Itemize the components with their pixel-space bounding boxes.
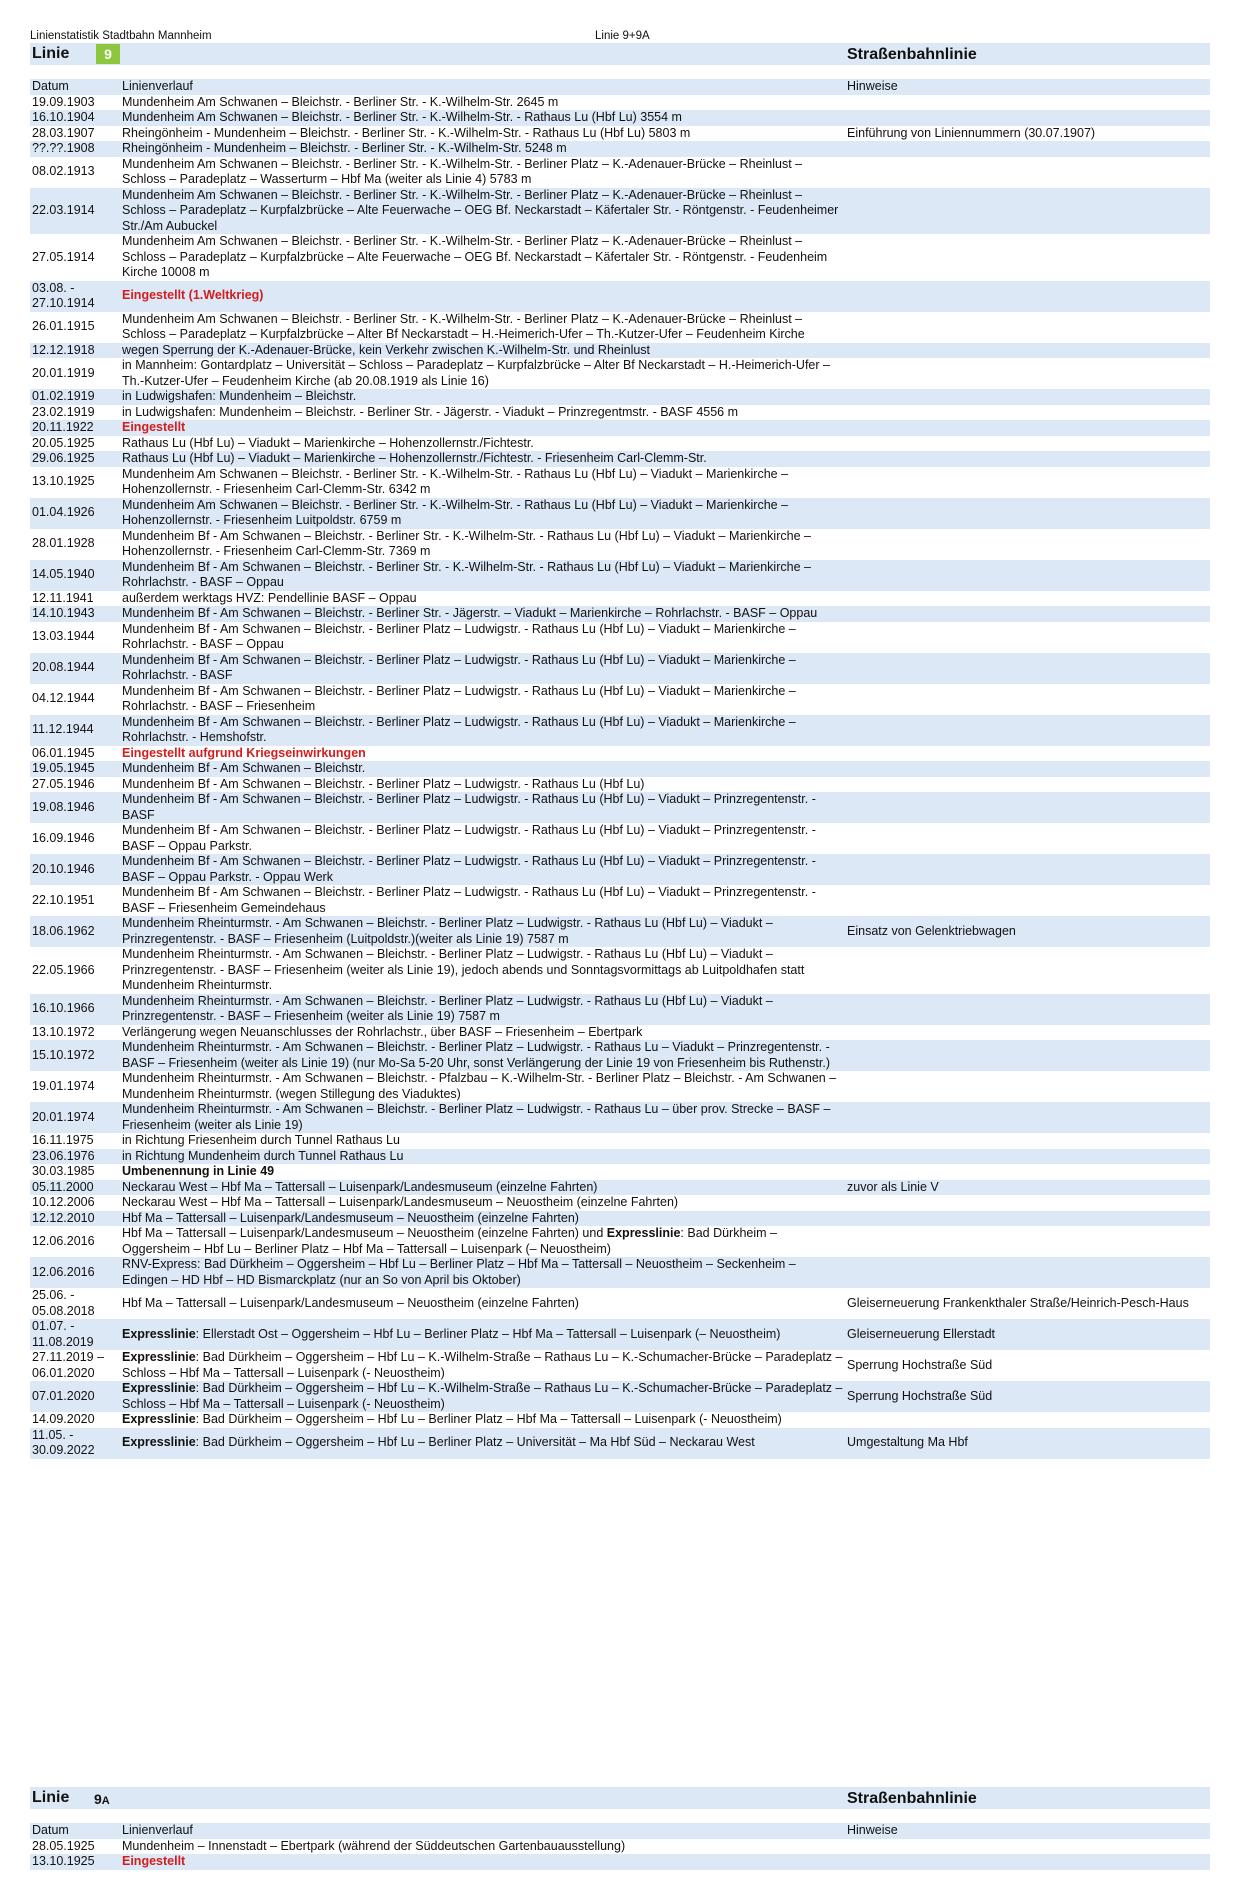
column-header-row <box>30 1823 1210 1839</box>
row-route <box>122 1040 847 1071</box>
table-row <box>30 606 1210 622</box>
row-route <box>122 1257 847 1288</box>
route-text: in Richtung Friesenheim durch Tunnel Rathaus Lu <box>122 1133 400 1147</box>
row-route <box>122 715 847 746</box>
table-row <box>30 761 1210 777</box>
row-date: 27.05.1946 <box>32 776 95 791</box>
line-label: Linie <box>32 1789 70 1806</box>
line-label: Linie <box>32 45 70 62</box>
row-date: ??.??.1908 <box>32 141 95 155</box>
row-route <box>122 1327 847 1343</box>
table-row <box>30 1428 1210 1459</box>
table-row <box>30 126 1210 142</box>
row-date: 12.12.2010 <box>32 1210 95 1225</box>
table-row <box>30 1257 1210 1288</box>
row-date: 13.10.1925 <box>32 1854 95 1868</box>
row-date: 20.01.1974 <box>32 1109 95 1124</box>
row-date: 15.10.1972 <box>32 1047 95 1062</box>
table-row <box>30 1319 1210 1350</box>
table-row <box>30 389 1210 405</box>
table-row <box>30 405 1210 421</box>
row-date: 29.06.1925 <box>32 451 95 465</box>
route-text: : Bad Dürkheim – Oggersheim – Hbf Lu – Berliner Platz – Universität – Ma Hbf Süd – Neckarau West <box>195 1435 755 1450</box>
row-route <box>122 560 847 591</box>
table-row <box>30 591 1210 607</box>
row-date: 19.08.1946 <box>32 799 95 814</box>
row-date: 30.03.1985 <box>32 1164 95 1178</box>
route-text: Mundenheim Am Schwanen – Bleichstr. - Berliner Str. - K.-Wilhelm-Str. - Rathaus Lu (Hbf Lu) – Viadukt – Marienkirche – Hohenzollernstr. - Friesenheim Carl-Clemm-Str. 6342 m <box>122 466 789 496</box>
row-date: 05.11.2000 <box>32 1179 94 1194</box>
row-date: 27.11.2019 – 06.01.2020 <box>32 1350 105 1380</box>
row-route <box>122 436 847 452</box>
route-text: Mundenheim Rheinturmstr. - Am Schwanen – Bleichstr. - Berliner Platz – Ludwigstr. - Rathaus Lu (Hbf Lu) – Viadukt – Prinzregentenstr. - BASF – Friesenheim (weiter als Linie 19), jedoch abends und Sonntagsvormittags ab Luitpoldhafen statt Mundenheim Rheinturmstr. <box>122 947 805 992</box>
row-route <box>122 1102 847 1133</box>
row-note: Gleiserneuerung Frankenkthaler Straße/Heinrich-Pesch-Haus <box>847 1295 1189 1310</box>
table-row <box>30 560 1210 591</box>
column-header-row <box>30 79 1210 95</box>
route-text: Mundenheim Bf - Am Schwanen – Bleichstr. - Berliner Platz – Ludwigstr. - Rathaus Lu (Hbf Lu) – Viadukt – Prinzregentenstr. - BASF – Oppau Parkstr. - Oppau Werk <box>122 854 816 884</box>
table-row <box>30 1040 1210 1071</box>
route-text: Mundenheim – Innenstadt – Ebertpark (während der Süddeutschen Gartenbauausstellung) <box>122 1838 626 1853</box>
row-route <box>122 653 847 684</box>
row-note: Sperrung Hochstraße Süd <box>847 1388 993 1403</box>
route-text: Hbf Ma – Tattersall – Luisenpark/Landesmuseum – Neuostheim (einzelne Fahrten) <box>122 1295 579 1310</box>
row-date: 16.10.1966 <box>32 1001 95 1016</box>
row-date: 08.02.1913 <box>32 164 95 179</box>
table-row <box>30 916 1210 947</box>
row-route <box>122 1211 847 1227</box>
route-text: Hbf Ma – Tattersall – Luisenpark/Landesmuseum – Neuostheim (einzelne Fahrten) <box>122 1210 579 1225</box>
row-route <box>122 1412 847 1428</box>
row-route <box>122 994 847 1025</box>
table-row <box>30 312 1210 343</box>
row-date: 03.08. - 27.10.1914 <box>32 280 95 310</box>
row-date: 28.01.1928 <box>32 536 95 551</box>
express-label: Expresslinie <box>122 1435 196 1450</box>
table-row <box>30 95 1210 111</box>
table-row <box>30 281 1210 312</box>
route-text: Rathaus Lu (Hbf Lu) – Viadukt – Marienkirche – Hohenzollernstr./Fichtestr. - Friesenheim Carl-Clemm-Str. <box>122 451 707 465</box>
table-row <box>30 141 1210 157</box>
table-row <box>30 1071 1210 1102</box>
line-type: Straßenbahnlinie <box>847 1790 977 1807</box>
express-label: Expresslinie <box>122 1350 196 1364</box>
row-note: Gleiserneuerung Ellerstadt <box>847 1326 995 1341</box>
table-row <box>30 1025 1210 1041</box>
route-text: Mundenheim Bf - Am Schwanen – Bleichstr. - Berliner Platz – Ludwigstr. - Rathaus Lu (Hbf Lu) – Viadukt – Prinzregentenstr. - BASF <box>122 792 816 822</box>
row-date: 12.11.1941 <box>32 590 94 605</box>
row-date: 19.09.1903 <box>32 94 95 109</box>
row-route <box>122 312 847 343</box>
route-text: Rathaus Lu (Hbf Lu) – Viadukt – Marienkirche – Hohenzollernstr./Fichtestr. <box>122 435 534 450</box>
row-route <box>122 1435 847 1451</box>
row-date: 23.06.1976 <box>32 1148 95 1163</box>
table-row <box>30 1211 1210 1227</box>
table-row <box>30 1412 1210 1428</box>
row-date: 14.10.1943 <box>32 606 95 620</box>
row-date: 13.10.1925 <box>32 474 95 489</box>
row-route <box>122 498 847 529</box>
row-date: 01.04.1926 <box>32 505 95 520</box>
row-route <box>122 761 847 777</box>
table-row <box>30 436 1210 452</box>
table-row <box>30 498 1210 529</box>
express-label: Expresslinie <box>122 1381 196 1395</box>
row-route <box>122 405 847 421</box>
row-route <box>122 1350 847 1381</box>
page-line-label: Linie 9+9A <box>595 30 650 42</box>
table-row <box>30 994 1210 1025</box>
row-route <box>122 854 847 885</box>
route-text: : Bad Dürkheim – Oggersheim – Hbf Lu – Berliner Platz – Hbf Ma – Tattersall – Luisenpark (- Neuostheim) <box>195 1412 782 1426</box>
table-row <box>30 715 1210 746</box>
table-row <box>30 358 1210 389</box>
row-route <box>122 1226 847 1257</box>
row-date: 13.10.1972 <box>32 1024 95 1039</box>
table-row <box>30 1226 1210 1257</box>
col-header-note: Hinweise <box>847 79 898 93</box>
row-note: Umgestaltung Ma Hbf <box>847 1435 968 1450</box>
row-date: 22.05.1966 <box>32 962 95 977</box>
row-route <box>122 188 847 235</box>
row-route <box>122 1839 847 1855</box>
table-row <box>30 1381 1210 1412</box>
table-row <box>30 188 1210 235</box>
table-row <box>30 1164 1210 1180</box>
row-route <box>122 358 847 389</box>
row-date: 13.03.1944 <box>32 629 95 644</box>
row-route <box>122 1025 847 1041</box>
route-text: Mundenheim Am Schwanen – Bleichstr. - Berliner Str. - K.-Wilhelm-Str. 2645 m <box>122 94 559 109</box>
row-route <box>122 1195 847 1211</box>
row-date: 10.12.2006 <box>32 1195 95 1209</box>
line-title-bar <box>30 1787 1210 1809</box>
row-route <box>122 916 847 947</box>
express-label: Expresslinie <box>122 1326 196 1341</box>
row-route <box>122 288 847 304</box>
table-row <box>30 467 1210 498</box>
row-date: 27.05.1914 <box>32 249 95 264</box>
table-row <box>30 529 1210 560</box>
table-row <box>30 885 1210 916</box>
express-label: Expresslinie <box>122 1412 196 1426</box>
row-route <box>122 684 847 715</box>
route-text: Mundenheim Bf - Am Schwanen – Bleichstr. - Berliner Platz – Ludwigstr. - Rathaus Lu (Hbf Lu) – Viadukt – Prinzregentenstr. - BASF – Oppau Parkstr. <box>122 823 816 853</box>
col-header-date: Datum <box>32 79 69 93</box>
route-text: Mundenheim Am Schwanen – Bleichstr. - Berliner Str. - K.-Wilhelm-Str. - Rathaus Lu (Hbf Lu) – Viadukt – Marienkirche – Hohenzollernstr. - Friesenheim Luitpoldstr. 6759 m <box>122 497 789 527</box>
row-route <box>122 777 847 793</box>
line-number: 9A <box>94 1791 110 1807</box>
route-text: Mundenheim Bf - Am Schwanen – Bleichstr. - Berliner Platz – Ludwigstr. - Rathaus Lu (Hbf Lu) – Viadukt – Marienkirche – Rohrlachstr. - Hemshofstr. <box>122 714 796 744</box>
route-prefix: Hbf Ma – Tattersall – Luisenpark/Landesmuseum – Neuostheim (einzelne Fahrten) und <box>122 1226 607 1240</box>
route-text: : Bad Dürkheim – Oggersheim – Hbf Lu – K.-Wilhelm-Straße – Rathaus Lu – K.-Schumacher-Brücke – Paradeplatz – Schloss – Hbf Ma – Tattersall – Luisenpark (- Neuostheim) <box>122 1350 843 1380</box>
row-route <box>122 606 847 622</box>
row-date: 20.01.1919 <box>32 365 95 380</box>
history-table <box>30 79 1210 1459</box>
row-date: 28.05.1925 <box>32 1838 95 1853</box>
row-route <box>122 389 847 405</box>
route-text: Mundenheim Bf - Am Schwanen – Bleichstr. - Berliner Str. - K.-Wilhelm-Str. - Rathaus Lu (Hbf Lu) – Viadukt – Marienkirche – Hohenzollernstr. - Friesenheim Carl-Clemm-Str. 7369 m <box>122 528 811 558</box>
route-text: außerdem werktags HVZ: Pendellinie BASF – Oppau <box>122 590 417 605</box>
row-route <box>122 467 847 498</box>
route-text: : Ellerstadt Ost – Oggersheim – Hbf Lu – Berliner Platz – Hbf Ma – Tattersall – Luisenpark (– Neuostheim) <box>195 1326 781 1341</box>
row-route <box>122 95 847 111</box>
row-date: 18.06.1962 <box>32 923 95 938</box>
row-note: Einsatz von Gelenktriebwagen <box>847 923 1016 938</box>
row-route <box>122 420 847 436</box>
row-route <box>122 1071 847 1102</box>
row-date: 22.10.1951 <box>32 892 95 907</box>
row-route <box>122 451 847 467</box>
row-route <box>122 591 847 607</box>
row-route <box>122 529 847 560</box>
line-number-badge: 9 <box>96 44 120 64</box>
row-date: 12.12.1918 <box>32 342 95 357</box>
route-text: Mundenheim Rheinturmstr. - Am Schwanen – Bleichstr. - Berliner Platz – Ludwigstr. - Rathaus Lu – über prov. Strecke – BASF – Friesenheim (weiter als Linie 19) <box>122 1102 831 1132</box>
row-date: 07.01.2020 <box>32 1388 95 1403</box>
table-row <box>30 1102 1210 1133</box>
table-row <box>30 157 1210 188</box>
table-row <box>30 1180 1210 1196</box>
row-route <box>122 1381 847 1412</box>
row-route <box>122 141 847 157</box>
table-row <box>30 684 1210 715</box>
route-text: Eingestellt aufgrund Kriegseinwirkungen <box>122 745 366 760</box>
row-route <box>122 746 847 762</box>
route-text: : Bad Dürkheim – Oggersheim – Hbf Lu – Berliner Platz – Hbf Ma – Tattersall – Luisenpark (– Neuostheim) <box>122 1226 777 1256</box>
route-text: in Ludwigshafen: Mundenheim – Bleichstr. <box>122 389 357 403</box>
history-table <box>30 1823 1210 1870</box>
route-text: Eingestellt (1.Weltkrieg) <box>122 288 264 303</box>
row-date: 16.11.1975 <box>32 1133 94 1147</box>
route-text: Rheingönheim - Mundenheim – Bleichstr. - Berliner Str. - K.-Wilhelm-Str. 5248 m <box>122 141 567 155</box>
route-text: Mundenheim Bf - Am Schwanen – Bleichstr. - Berliner Platz – Ludwigstr. - Rathaus Lu (Hbf Lu) – Viadukt – Prinzregentenstr. - BASF – Friesenheim Gemeindehaus <box>122 885 816 915</box>
row-route <box>122 1133 847 1149</box>
route-text: Mundenheim Bf - Am Schwanen – Bleichstr. - Berliner Str. - K.-Wilhelm-Str. - Rathaus Lu (Hbf Lu) – Viadukt – Marienkirche – Rohrlachstr. - BASF – Oppau <box>122 559 811 589</box>
route-text: Mundenheim Rheinturmstr. - Am Schwanen – Bleichstr. - Berliner Platz – Ludwigstr. - Rathaus Lu – Viadukt – Prinzregentenstr. - BASF – Friesenheim (weiter als Linie 19) (nur Mo-Sa 5-20 Uhr, sonst Verlängerung der Linie 19 von Friesenheim bis Ruthenstr.) <box>122 1040 830 1070</box>
route-text: Mundenheim Rheinturmstr. - Am Schwanen – Bleichstr. - Pfalzbau – K.-Wilhelm-Str. - Berliner Platz – Bleichstr. - Am Schwanen – Mundenheim Rheinturmstr. (wegen Stillegung des Viaduktes) <box>122 1071 837 1101</box>
row-route <box>122 110 847 126</box>
table-row <box>30 1839 1210 1855</box>
table-row <box>30 1350 1210 1381</box>
table-row <box>30 947 1210 994</box>
table-row <box>30 343 1210 359</box>
route-text: Neckarau West – Hbf Ma – Tattersall – Luisenpark/Landesmuseum (einzelne Fahrten) <box>122 1179 598 1194</box>
row-route <box>122 1164 847 1180</box>
route-text: Mundenheim Rheinturmstr. - Am Schwanen – Bleichstr. - Berliner Platz – Ludwigstr. - Rathaus Lu (Hbf Lu) – Viadukt – Prinzregentenstr. - BASF – Friesenheim (Luitpoldstr.)(weiter als Linie 19) 7587 m <box>122 916 773 946</box>
route-text: Rheingönheim - Mundenheim – Bleichstr. - Berliner Str. - K.-Wilhelm-Str. - Rathaus Lu (Hbf Lu) 5803 m <box>122 125 691 140</box>
route-text: RNV-Express: Bad Dürkheim – Oggersheim – Hbf Lu – Berliner Platz – Hbf Ma – Tattersall – Neuostheim – Seckenheim – Edingen – HD Hbf – HD Bismarckplatz (nur an So von April bis Oktober) <box>122 1257 796 1287</box>
table-row <box>30 1149 1210 1165</box>
table-row <box>30 451 1210 467</box>
row-date: 22.03.1914 <box>32 203 95 217</box>
row-date: 23.02.1919 <box>32 404 95 419</box>
col-header-route: Linienverlauf <box>122 1823 193 1837</box>
route-text: : Bad Dürkheim – Oggersheim – Hbf Lu – K.-Wilhelm-Straße – Rathaus Lu – K.-Schumacher-Brücke – Paradeplatz – Schloss – Hbf Ma – Tattersall – Luisenpark (- Neuostheim) <box>122 1381 843 1411</box>
row-date: 16.09.1946 <box>32 830 95 845</box>
row-date: 04.12.1944 <box>32 691 95 706</box>
row-route <box>122 947 847 994</box>
route-text: Umbenennung in Linie 49 <box>122 1164 275 1178</box>
table-row <box>30 1854 1210 1870</box>
line-type: Straßenbahnlinie <box>847 46 977 63</box>
row-date: 01.07. - 11.08.2019 <box>32 1319 94 1349</box>
route-text: Mundenheim Am Schwanen – Bleichstr. - Berliner Str. - K.-Wilhelm-Str. - Berliner Platz – K.-Adenauer-Brücke – Rheinlust – Schloss – Paradeplatz – Kurpfalzbrücke – Alte Feuerwache – OEG Bf. Neckarstadt – Käfertaler Str. - Röntgenstr. - Feudenheim Kirche 10008 m <box>122 234 828 279</box>
row-route <box>122 1149 847 1165</box>
row-route <box>122 792 847 823</box>
row-date: 20.08.1944 <box>32 660 95 675</box>
row-date: 12.06.2016 <box>32 1264 95 1279</box>
route-text: in Mannheim: Gontardplatz – Universität – Schloss – Paradeplatz – Kurpfalzbrücke – Alter Bf Neckarstadt – H.-Heimerich-Ufer – Th.-Kutzer-Ufer – Feudenheim Kirche (ab 20.08.1919 als Linie 16) <box>122 358 830 388</box>
table-row <box>30 234 1210 281</box>
row-date: 20.11.1922 <box>32 420 94 434</box>
route-text: Mundenheim Bf - Am Schwanen – Bleichstr. - Berliner Str. - Jägerstr. – Viadukt – Marienkirche – Rohrlachstr. - BASF – Oppau <box>122 606 818 620</box>
table-row <box>30 746 1210 762</box>
row-date: 11.05. - 30.09.2022 <box>32 1427 95 1457</box>
row-date: 20.05.1925 <box>32 435 95 450</box>
route-text: Eingestellt <box>122 1854 186 1868</box>
table-row <box>30 653 1210 684</box>
route-text: Mundenheim Bf - Am Schwanen – Bleichstr. <box>122 761 366 775</box>
row-date: 11.12.1944 <box>32 722 94 737</box>
section-line-9 <box>30 43 1210 1459</box>
row-date: 20.10.1946 <box>32 861 95 876</box>
route-text: Mundenheim Bf - Am Schwanen – Bleichstr. - Berliner Platz – Ludwigstr. - Rathaus Lu (Hbf Lu) <box>122 776 645 791</box>
table-row <box>30 110 1210 126</box>
express-label: Expresslinie <box>606 1226 681 1240</box>
line-title-bar <box>30 43 1210 65</box>
row-note: Sperrung Hochstraße Süd <box>847 1357 993 1372</box>
row-date: 14.09.2020 <box>32 1412 95 1426</box>
table-row <box>30 1195 1210 1211</box>
route-text: Mundenheim Am Schwanen – Bleichstr. - Berliner Str. - K.-Wilhelm-Str. - Berliner Platz – K.-Adenauer-Brücke – Rheinlust – Schloss – Paradeplatz – Kurpfalzbrücke – Alter Bf Neckarstadt – H.-Heimerich-Ufer – Th.-Kutzer-Ufer – Feudenheim Kirche <box>122 311 805 341</box>
row-date: 06.01.1945 <box>32 745 95 760</box>
row-date: 26.01.1915 <box>32 319 95 334</box>
route-text: wegen Sperrung der K.-Adenauer-Brücke, kein Verkehr zwischen K.-Wilhelm-Str. und Rheinlust <box>122 342 651 357</box>
route-text: in Richtung Mundenheim durch Tunnel Rathaus Lu <box>122 1148 404 1163</box>
route-text: Mundenheim Bf - Am Schwanen – Bleichstr. - Berliner Platz – Ludwigstr. - Rathaus Lu (Hbf Lu) – Viadukt – Marienkirche – Rohrlachstr. - BASF – Friesenheim <box>122 683 796 713</box>
col-header-note: Hinweise <box>847 1823 898 1837</box>
row-route <box>122 234 847 281</box>
col-header-date: Datum <box>32 1823 69 1837</box>
row-note: Einführung von Liniennummern (30.07.1907) <box>847 125 1096 140</box>
row-date: 19.05.1945 <box>32 761 95 775</box>
row-date: 19.01.1974 <box>32 1078 95 1093</box>
row-route <box>122 343 847 359</box>
row-date: 12.06.2016 <box>32 1233 95 1248</box>
row-route <box>122 1180 847 1196</box>
row-date: 01.02.1919 <box>32 389 95 403</box>
row-route <box>122 1854 847 1870</box>
table-row <box>30 1133 1210 1149</box>
route-text: Mundenheim Bf - Am Schwanen – Bleichstr. - Berliner Platz – Ludwigstr. - Rathaus Lu (Hbf Lu) – Viadukt – Marienkirche – Rohrlachstr. - BASF <box>122 652 796 682</box>
row-note: zuvor als Linie V <box>847 1179 939 1194</box>
route-text: Verlängerung wegen Neuanschlusses der Rohrlachstr., über BASF – Friesenheim – Ebertpark <box>122 1024 643 1039</box>
row-route <box>122 157 847 188</box>
row-route <box>122 885 847 916</box>
route-text: Eingestellt <box>122 420 186 434</box>
row-route <box>122 126 847 142</box>
page-header <box>30 30 1210 44</box>
route-text: Mundenheim Rheinturmstr. - Am Schwanen – Bleichstr. - Berliner Platz – Ludwigstr. - Rathaus Lu (Hbf Lu) – Viadukt – Prinzregentenstr. - BASF – Friesenheim (weiter als Linie 19) 7587 m <box>122 993 773 1023</box>
table-row <box>30 823 1210 854</box>
row-date: 16.10.1904 <box>32 110 95 124</box>
route-text: Mundenheim Am Schwanen – Bleichstr. - Berliner Str. - K.-Wilhelm-Str. - Berliner Platz – K.-Adenauer-Brücke – Rheinlust – Schloss – Paradeplatz – Wasserturm – Hbf Ma (weiter als Linie 4) 5783 m <box>122 156 803 186</box>
route-text: Mundenheim Bf - Am Schwanen – Bleichstr. - Berliner Platz – Ludwigstr. - Rathaus Lu (Hbf Lu) – Viadukt – Marienkirche – Rohrlachstr. - BASF – Oppau <box>122 621 796 651</box>
row-date: 25.06. - 05.08.2018 <box>32 1288 95 1318</box>
table-row <box>30 792 1210 823</box>
table-row <box>30 420 1210 436</box>
table-row <box>30 622 1210 653</box>
route-text: in Ludwigshafen: Mundenheim – Bleichstr. - Berliner Str. - Jägerstr. - Viadukt – Prinzregentmstr. - BASF 4556 m <box>122 404 739 419</box>
document-title: Linienstatistik Stadtbahn Mannheim <box>30 30 212 42</box>
route-text: Mundenheim Am Schwanen – Bleichstr. - Berliner Str. - K.-Wilhelm-Str. - Rathaus Lu (Hbf Lu) 3554 m <box>122 110 682 124</box>
section-line-9a <box>30 1787 1210 1870</box>
row-date: 28.03.1907 <box>32 125 95 140</box>
row-route <box>122 622 847 653</box>
table-row <box>30 777 1210 793</box>
row-date: 14.05.1940 <box>32 567 95 582</box>
table-row <box>30 854 1210 885</box>
row-route <box>122 823 847 854</box>
col-header-route: Linienverlauf <box>122 79 193 93</box>
route-text: Neckarau West – Hbf Ma – Tattersall – Luisenpark/Landesmuseum – Neuostheim (einzelne Fahrten) <box>122 1195 679 1209</box>
table-row <box>30 1288 1210 1319</box>
row-route <box>122 1296 847 1312</box>
route-text: Mundenheim Am Schwanen – Bleichstr. - Berliner Str. - K.-Wilhelm-Str. - Berliner Platz – K.-Adenauer-Brücke – Rheinlust – Schloss – Paradeplatz – Kurpfalzbrücke – Alte Feuerwache – OEG Bf. Neckarstadt – Käfertaler Str. - Röntgenstr. - Feudenheimer Str./Am Aubuckel <box>122 187 839 233</box>
